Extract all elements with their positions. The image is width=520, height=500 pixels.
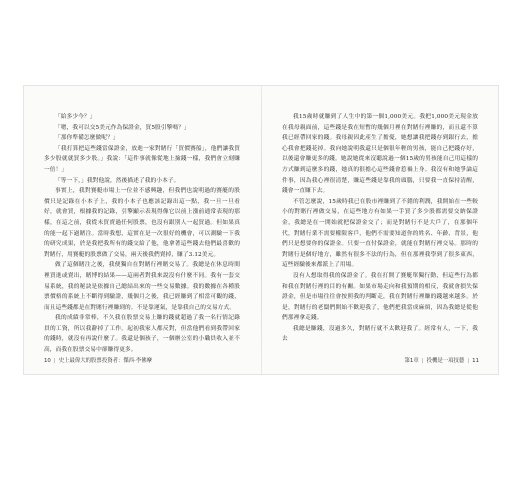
running-head-chapter: 第1章 (404, 358, 419, 364)
paragraph: 「等一下，」我對他說，然後描述了我的小本子。 (55, 177, 180, 184)
paragraph: 我15歲時就賺到了人生中的第一個1,000美元。我把1,000美元現金放在我母親面前，這些錢是我在短暫的幾個月裡在對賭行裡賺的，而且還不算我已經帶回家的錢。我母親因此產生了擔憂，她想讓我把錢存到銀行去，擔心我會把錢花掉。我向她說明我還只是個很年輕的男孩，能自己把錢存好，以後還會賺更多的錢。她說她從來沒聽說過一個15歲的男孩能自己用這樣的方式賺到這麼多的錢，她真的很擔心這些錢會惹禍上身。我沒有和她爭論這件事，因為我心裡很清楚，賺這些錢是靠我的頭腦，只要我一直保持清醒，錢會一直賺下去。 (282, 114, 478, 195)
paragraph: 做了這個賭注之後，我便獨自在對賭行裡賭交易了。我總是在休息時間裡買進或賣出，賭博的結果——這兩者對我來說沒有什麼不同。我有一套交易系統，我的秘訣是依據自己總結出來的一些交易數據。我的數據在各種股票價格的系統上不斷得到驗證，幾個月之後，我已經賺到了相當可觀的錢，而且這些錢都是在對賭行裡賺到的。不是靠運氣，是靠我自己的交易方式。 (44, 262, 240, 311)
running-head-book-title: 史上最偉大的股票投資者：傑西·李佛摩 (58, 358, 153, 364)
paragraph: 「我打算把這些錢當保證金，放進一家對賭行「買價賽船」，他們讓我買多少股就就買多少股。」我說：「這件事就像從地上撿錢一樣，我們會立刻賺一倍！」 (44, 145, 240, 173)
paragraph: 我的成績非常棒，不久我在股票交易上賺的錢就超過了我一名行情記錄員的工資，所以我辭掉了工作。起初我家人都反對，但當他們看到我帶回家的錢時，就沒有再說什麼了。我還是個孩子，一個辦公室的小職員收入並不高，而我在股票交易中卻賺得更多。 (44, 315, 240, 354)
left-page-footer: 10 | 史上最偉大的股票投資者：傑西·李佛摩 (44, 358, 153, 364)
page-number: 10 (44, 358, 51, 364)
page-number: 11 (472, 358, 479, 364)
running-head-chapter-title: 投機是一項技藝 (426, 358, 465, 364)
book-spread (24, 86, 498, 374)
paragraph: 「嗯，我可以交5美元作為保證金，買5股引擎嗎？」 (55, 124, 190, 131)
left-page-text (44, 112, 240, 356)
paragraph: 沒有人想取得我的保證金了。我在打開了賽艇單獨行動，但這些行為都和我在對賭行裡的目的有關。如果市場走向和我預期的相反，我就會損失保證金，但是市場往往會按照我的判斷走，我在對賭行裡賺的錢越來越多。於是，對賭行的老闆們開始不歡迎我了，他們把我當成麻煩，因為我總是從他們那裡拿走錢。 (282, 272, 478, 322)
right-page-text (282, 112, 478, 345)
paragraph: 我總是賺錢，沒過多久，對賭行就不太歡迎我了。經常有人，一下，我去 (282, 325, 478, 343)
right-page-footer: 第1章 | 投機是一項技藝 | 11 (404, 358, 479, 364)
left-page (24, 86, 261, 374)
paragraph: 不管怎麼說，15歲時我已在股市裡賺到了不錯的利潤，我開始在一些較小的對賭行裡做交易，在這些地方有如果一手買了多少股都需要交納保證金，我總是在一開始就把保證金交了；而是對賭行不是大戶了，在那個年代，對賭行業不需要權限客戶，他們不需要知道你的姓名、年齡、背景，他們只是想要你的保證金。只要一直付保證金，就能在對賭行裡交易。那時的對賭行是個好地方，雖然有很多不法的行為，但在那裡我學到了很多東西，這些經驗後來都派上了用場。 (282, 198, 478, 269)
paragraph: 「那你準備怎麼做呢？」 (55, 135, 119, 142)
paragraph: 「給多少今？」 (55, 114, 96, 120)
paragraph: 事實上，我對賽艇市場上一位並不感興趣，但我們也說明過的賽艇的股價只是記錄在小本子上，我的小本子也應該記錄出這一點，我一旦一旦看好，就會買，根據我的記錄，引擎顯示表現得像它以前上漲前通常表現的那樣，在這之前，我從未買賣過任何股票，也沒有跟別人一起買過。但如果真的能一起下過賭注。當時我想，這實在是一次很好的機會，可以測驗一下我的研究成果，於是我把我所有的錢交給了他，他拿著這些錢去他們最喜歡的對賭行，用賽艇的股票做了交易，兩天後我們賣掉，賺了3.12美元。 (44, 188, 240, 258)
right-page (262, 86, 499, 374)
